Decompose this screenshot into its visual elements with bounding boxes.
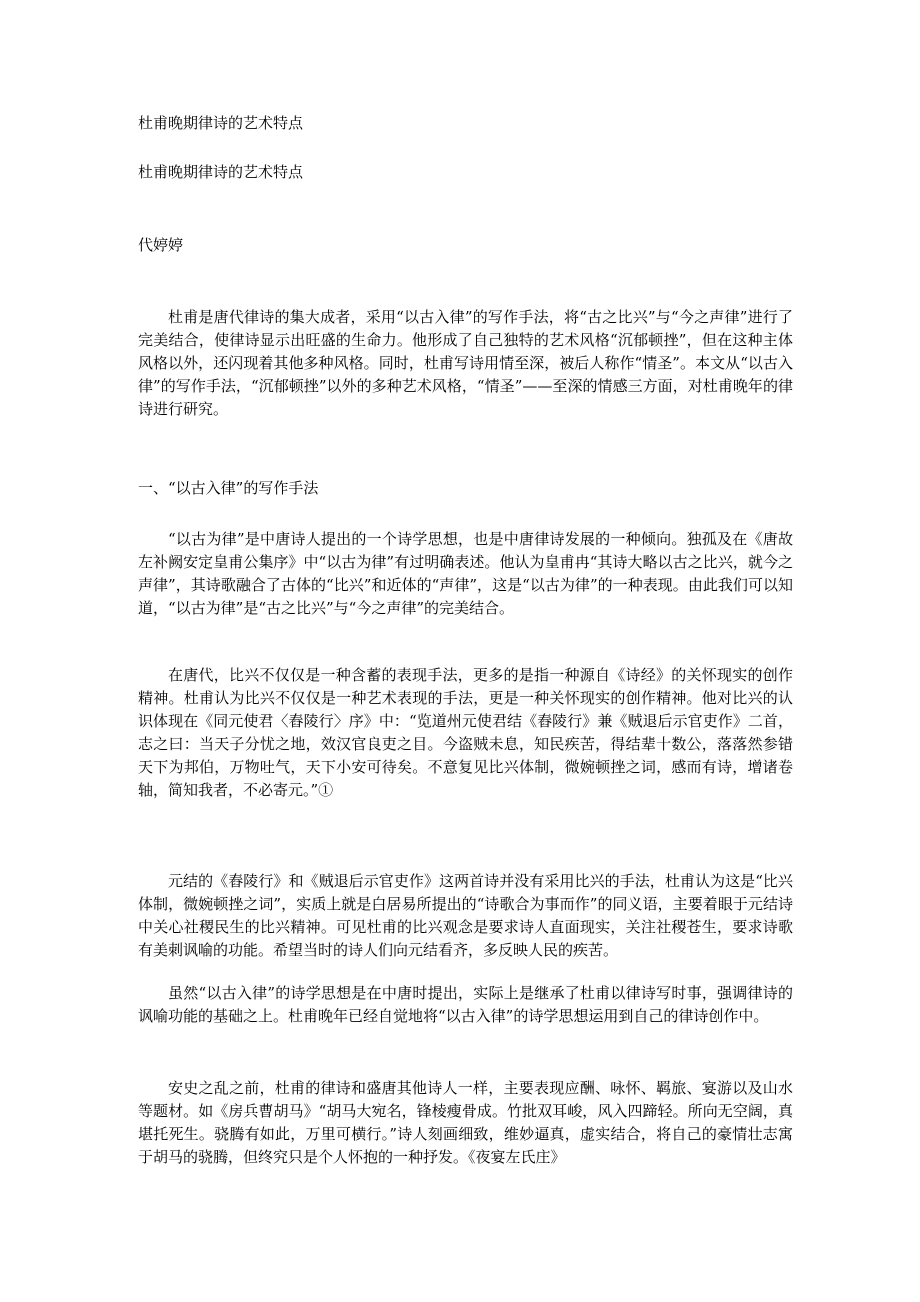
abstract-paragraph: 杜甫是唐代律诗的集大成者，采用“以古入律”的写作手法，将“古之比兴”与“今之声律”进行了完美结合，使律诗显示出旺盛的生命力。他形成了自己独特的艺术风格“沉郁顿挫”，但在这种主体风格以外，还闪现着其他多种风格。同时，杜甫写诗用情至深，被后人称作“情圣”。本文从“以古入律”的写作手法，“沉郁顿挫”以外的多种艺术风格，“情圣”——至深的情感三方面，对杜甫晚年的律诗进行研究。: [138, 308, 793, 418]
body-paragraph: 在唐代，比兴不仅仅是一种含蓄的表现手法，更多的是指一种源自《诗经》的关怀现实的创作精神。杜甫认为比兴不仅仅是一种艺术表现的手法，更是一种关怀现实的创作精神。他对比兴的认识体现在《同元使君〈舂陵行〉序》中：“览道州元使君结《舂陵行》兼《贼退后示官吏作》二首，志之曰：当天子分忧之地，效汉官良吏之目。今盗贼未息，知民疾苦，得结辈十数公，落落然参错天下为邦伯，万物吐气，天下小安可待矣。不意复见比兴体制，微婉顿挫之词，感而有诗，增诸卷轴，简知我者，不必寄元。”①: [138, 666, 793, 799]
section-heading: 一、“以古入律”的写作手法: [138, 479, 319, 497]
body-paragraph: 安史之乱之前，杜甫的律诗和盛唐其他诗人一样，主要表现应酬、咏怀、羁旅、宴游以及山水等题材。如《房兵曹胡马》“胡马大宛名，锋棱瘦骨成。竹批双耳峻，风入四蹄轻。所向无空阔，真堪托死生。骁腾有如此，万里可横行。”诗人刻画细致，维妙逼真，虚实结合，将自己的豪情壮志寓于胡马的骁腾，但终究只是个人怀抱的一种抒发。《夜宴左氏庄》: [138, 1079, 793, 1166]
body-paragraph: 元结的《舂陵行》和《贼退后示官吏作》这两首诗并没有采用比兴的手法，杜甫认为这是“比兴体制，微婉顿挫之词”，实质上就是白居易所提出的“诗歌合为事而作”的同义语，主要着眼于元结诗中关心社稷民生的比兴精神。可见杜甫的比兴观念是要求诗人直面现实，关注社稷苍生，要求诗歌有美刺讽喻的功能。希望当时的诗人们向元结看齐，多反映人民的疾苦。: [138, 872, 793, 959]
document-subtitle: 杜甫晚期律诗的艺术特点: [138, 163, 304, 181]
body-paragraph: 虽然“以古入律”的诗学思想是在中唐时提出，实际上是继承了杜甫以律诗写时事，强调律诗的讽喻功能的基础之上。杜甫晚年已经自觉地将“以古入律”的诗学思想运用到自己的律诗创作中。: [138, 984, 793, 1025]
author-name: 代婷婷: [138, 236, 184, 254]
document-title: 杜甫晚期律诗的艺术特点: [138, 114, 304, 132]
body-paragraph: “以古为律”是中唐诗人提出的一个诗学思想，也是中唐律诗发展的一种倾向。独孤及在《唐故左补阙安定皇甫公集序》中“以古为律”有过明确表述。他认为皇甫冉“其诗大略以古之比兴，就今之声律”，其诗歌融合了古体的“比兴”和近体的“声律”，这是“以古为律”的一种表现。由此我们可以知道，“以古为律”是“古之比兴”与“今之声律”的完美结合。: [138, 530, 793, 617]
